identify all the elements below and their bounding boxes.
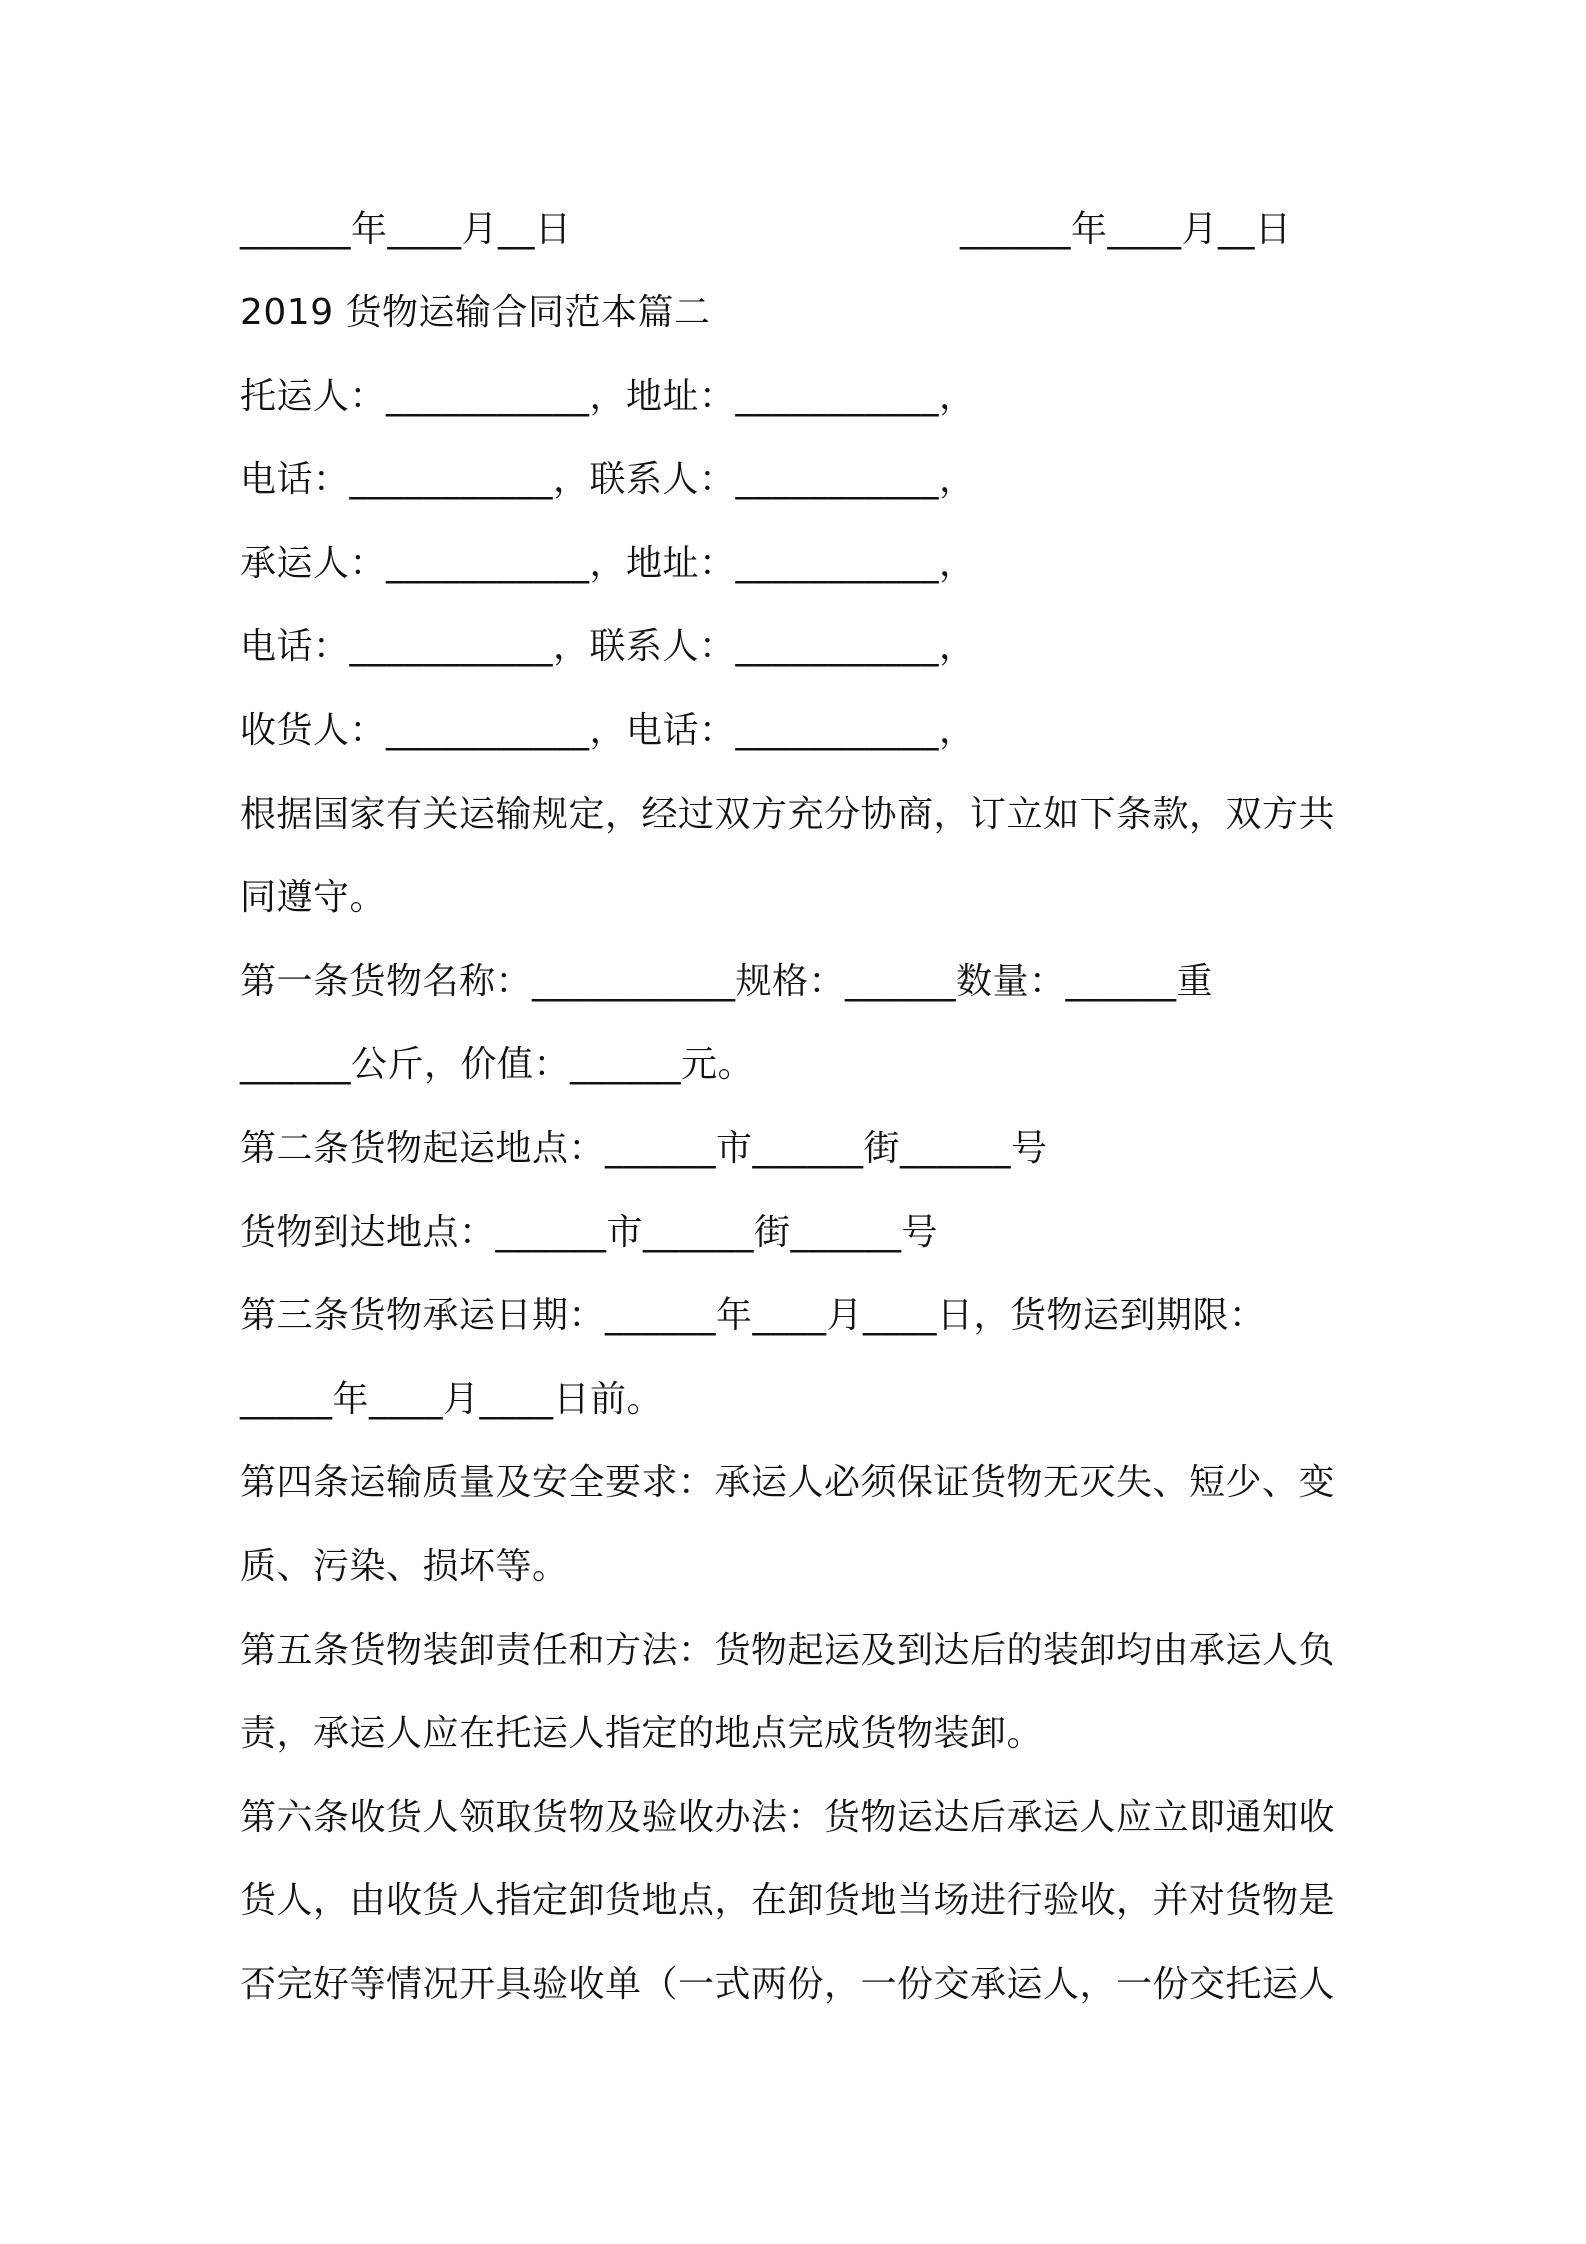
article-2-line-2: 货物到达地点：______市______街______号 <box>240 1212 939 1253</box>
section-heading: 2019 货物运输合同范本篇二 <box>240 292 711 333</box>
article-4-line-1: 第四条运输质量及安全要求：承运人必须保证货物无灭失、短少、变 <box>240 1462 1336 1503</box>
article-5-line-2: 责，承运人应在托运人指定的地点完成货物装卸。 <box>240 1713 1044 1754</box>
carrier-line: 承运人：___________，地址：___________， <box>240 543 976 584</box>
preamble-line-1: 根据国家有关运输规定，经过双方充分协商，订立如下条款，双方共 <box>240 794 1336 835</box>
article-1-line-2: ______公斤，价值：______元。 <box>240 1044 755 1085</box>
article-3-line-2: _____年____月____日前。 <box>240 1379 664 1420</box>
article-2-line-1: 第二条货物起运地点：______市______街______号 <box>240 1128 1048 1169</box>
article-6-line-1: 第六条收货人领取货物及验收办法：货物运达后承运人应立即通知收 <box>240 1797 1336 1838</box>
article-4-line-2: 质、污染、损坏等。 <box>240 1546 569 1587</box>
preamble-line-2: 同遵守。 <box>240 877 387 918</box>
date-line <box>240 200 1360 260</box>
date-left: ______年____月__日 <box>240 209 572 250</box>
consignee-line: 收货人：___________，电话：___________， <box>240 710 976 751</box>
article-3-line-1: 第三条货物承运日期：______年____月____日，货物运到期限： <box>240 1295 1266 1336</box>
article-6-line-2: 货人，由收货人指定卸货地点，在卸货地当场进行验收，并对货物是 <box>240 1880 1336 1921</box>
date-right: ______年____月__日 <box>960 209 1292 250</box>
article-5-line-1: 第五条货物装卸责任和方法：货物起运及到达后的装卸均由承运人负 <box>240 1630 1336 1671</box>
shipper-phone-line: 电话：___________，联系人：___________， <box>240 459 976 500</box>
shipper-line: 托运人：___________，地址：___________， <box>240 376 976 417</box>
article-6-line-3: 否完好等情况开具验收单（一式两份，一份交承运人，一份交托运人 <box>240 1964 1336 2005</box>
article-1-line-1: 第一条货物名称：___________规格：______数量：______重 <box>240 961 1214 1002</box>
carrier-phone-line: 电话：___________，联系人：___________， <box>240 626 976 667</box>
